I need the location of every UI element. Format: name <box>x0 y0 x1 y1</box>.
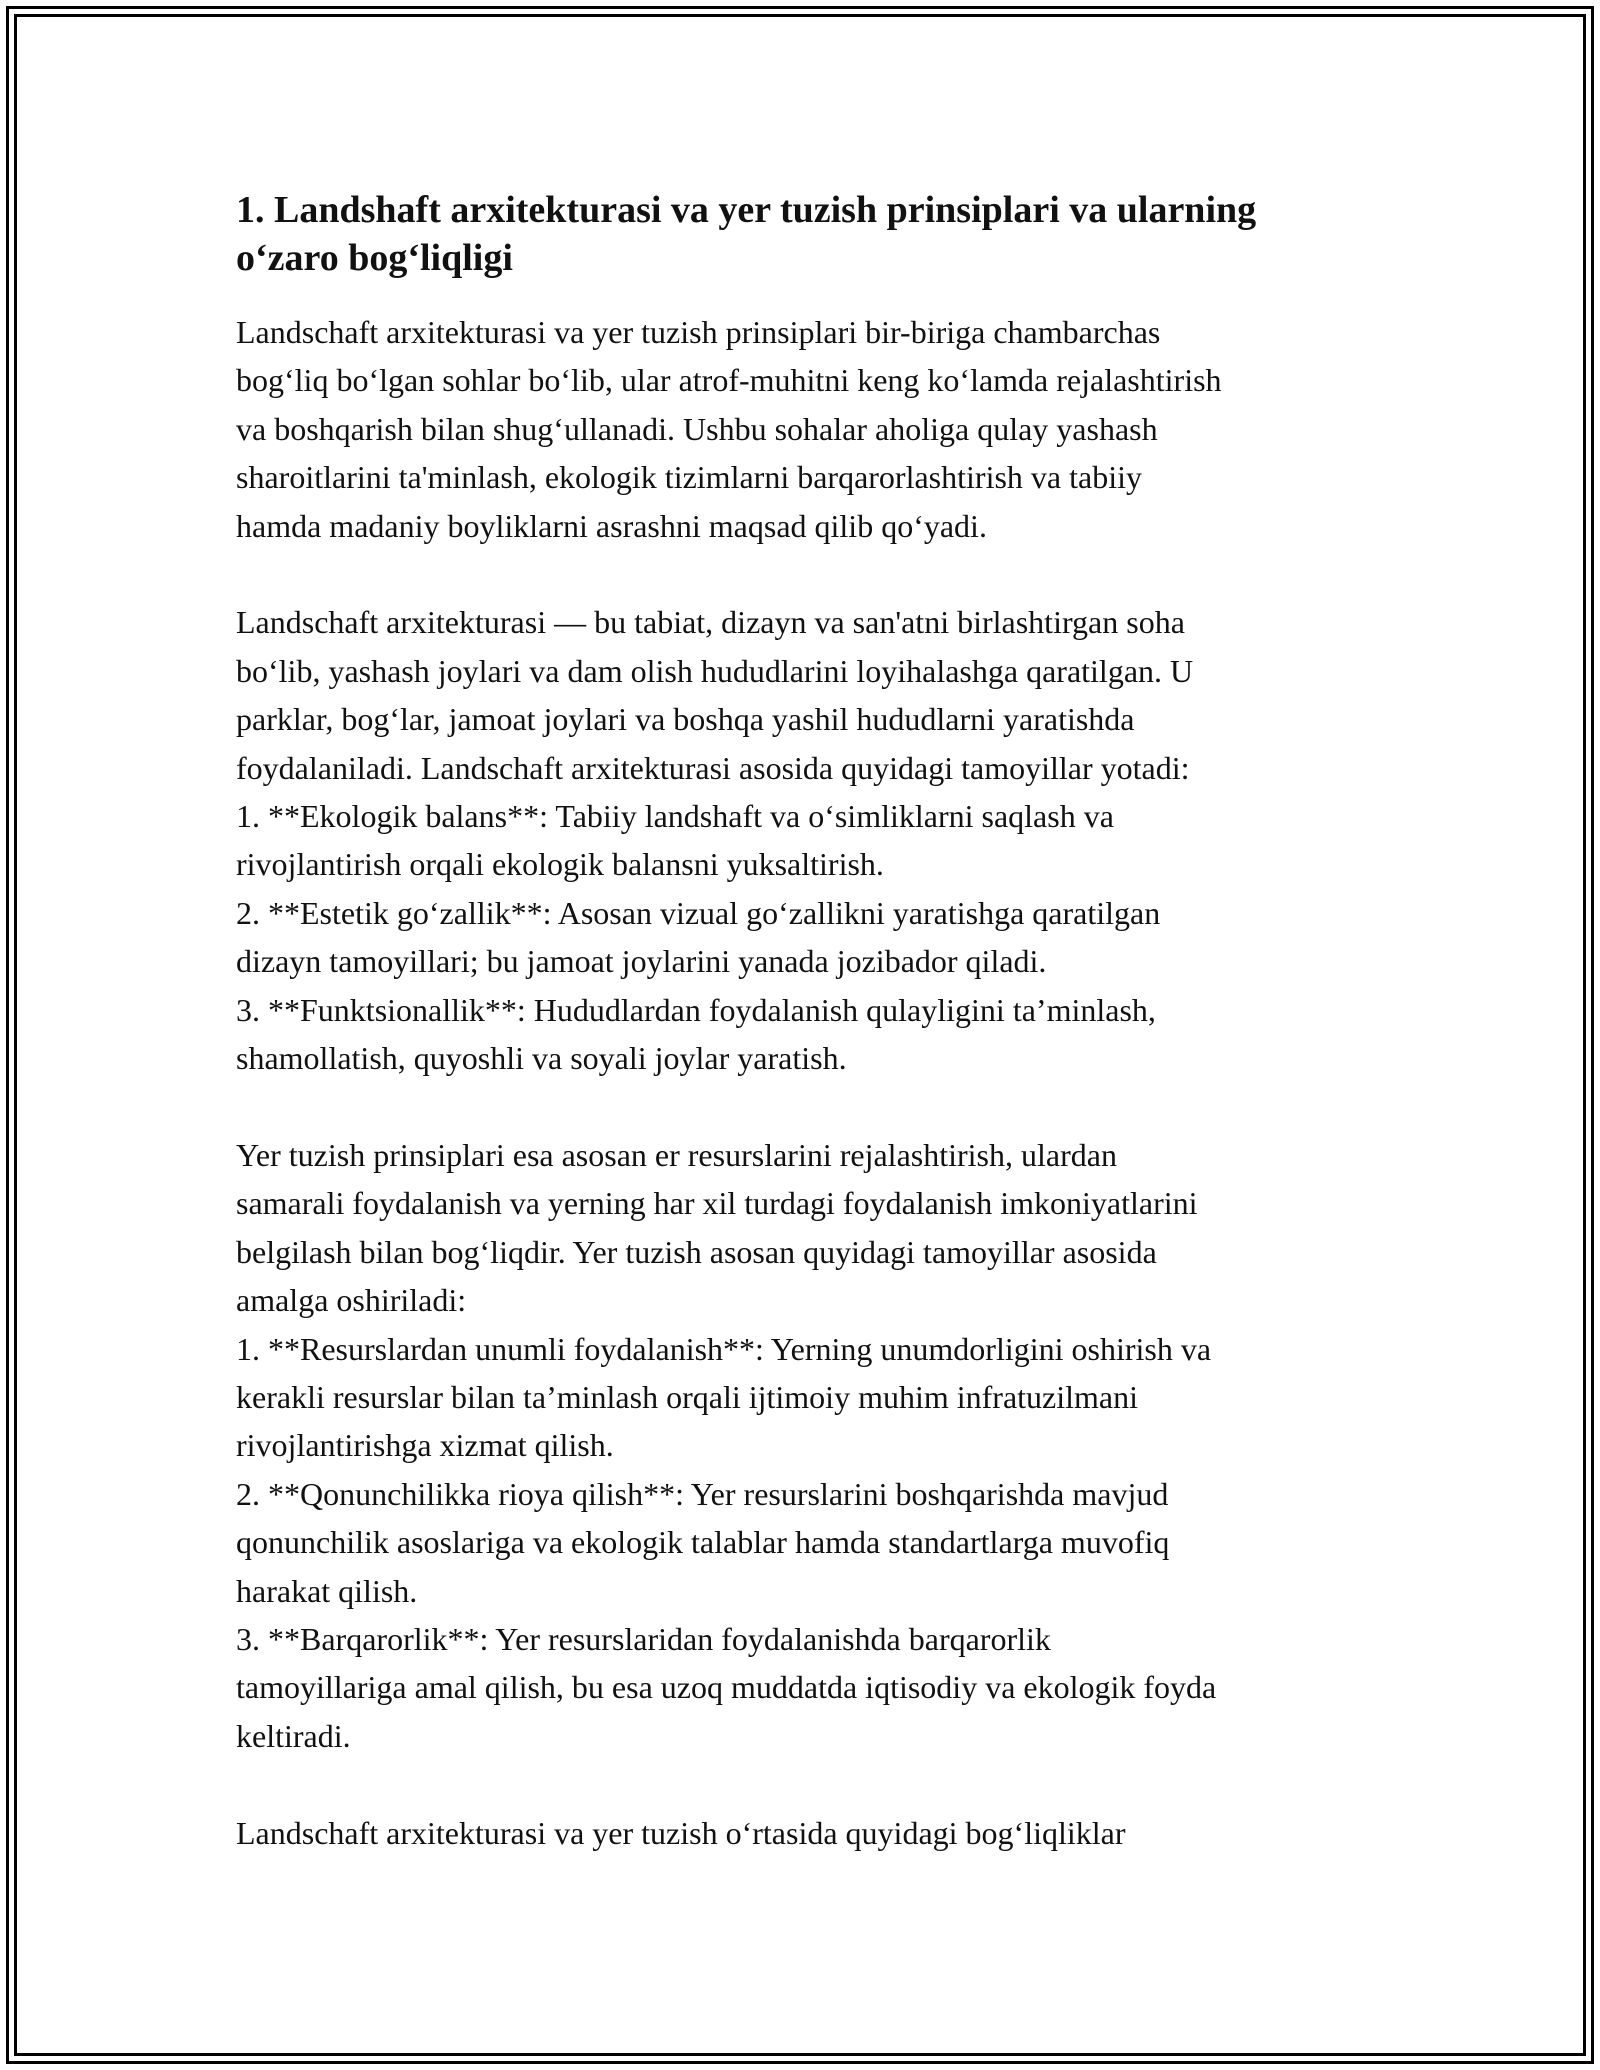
heading-line: o‘zaro bog‘liqligi <box>236 237 513 279</box>
text-line: Landschaft arxitekturasi — bu tabiat, dizayn va san'atni birlashtirgan soha <box>236 604 1185 641</box>
paragraph-gap <box>236 550 1372 598</box>
text-line: samarali foydalanish va yerning har xil turdagi foydalanish imkoniyatlarini <box>236 1185 1198 1222</box>
list-item-line: 1. **Resurslardan unumli foydalanish**: Yerning unumdorligini oshirish va <box>236 1330 1212 1367</box>
list-item-line: qonunchilik asoslariga va ekologik talablar hamda standartlarga muvofiq <box>236 1524 1170 1561</box>
text-line: Landschaft arxitekturasi va yer tuzish prinsiplari bir-biriga chambarchas <box>236 314 1161 350</box>
list-item-line: rivojlantirish orqali ekologik balansni yuksaltirish. <box>236 846 884 883</box>
text-line: parklar, bog‘lar, jamoat joylari va boshqa yashil hududlarni yaratishda <box>236 701 1135 738</box>
text-line: hamda madaniy boyliklarni asrashni maqsad qilib qo‘yadi. <box>236 507 987 544</box>
list-item-line: harakat qilish. <box>236 1572 418 1609</box>
heading-line: 1. Landshaft arxitekturasi va yer tuzish prinsiplari va ularning <box>236 189 1257 231</box>
text-line: bo‘lib, yashash joylari va dam olish hududlarini loyihalashga qaratilgan. U <box>236 652 1194 689</box>
paragraph-intro <box>236 308 1372 550</box>
paragraph-landscape-principles <box>236 598 1372 1082</box>
list-item-line: kerakli resurslar bilan ta’minlash orqali ijtimoiy muhim infratuzilmani <box>236 1378 1138 1415</box>
list-item-line: 1. **Ekologik balans**: Tabiiy landshaft va o‘simliklarni saqlash va <box>236 798 1114 835</box>
text-line: bog‘liq bo‘lgan sohlar bo‘lib, ular atrof-muhitni keng ko‘lamda rejalashtirish <box>236 362 1222 399</box>
text-line: foydalaniladi. Landschaft arxitekturasi asosida quyidagi tamoyillar yotadi: <box>236 749 1190 786</box>
text-line: Landschaft arxitekturasi va yer tuzish o‘rtasida quyidagi bog‘liqliklar <box>236 1814 1126 1851</box>
list-item-line: 2. **Qonunchilikka rioya qilish**: Yer resurslarini boshqarishda mavjud <box>236 1475 1169 1512</box>
list-item-line: tamoyillariga amal qilish, bu esa uzoq muddatda iqtisodiy va ekologik foyda <box>236 1669 1217 1706</box>
list-item-line: keltiradi. <box>236 1717 351 1754</box>
list-item-line: rivojlantirishga xizmat qilish. <box>236 1427 614 1464</box>
text-line: sharoitlarini ta'minlash, ekologik tizimlarni barqarorlashtirish va tabiiy <box>236 459 1142 496</box>
text-line: belgilash bilan bog‘liqdir. Yer tuzish asosan quyidagi tamoyillar asosida <box>236 1233 1157 1270</box>
text-line: va boshqarish bilan shug‘ullanadi. Ushbu sohalar aholiga qulay yashash <box>236 410 1158 447</box>
text-line: Yer tuzish prinsiplari esa asosan er resurslarini rejalashtirish, ulardan <box>236 1136 1117 1173</box>
list-item-line: 2. **Estetik go‘zallik**: Asosan vizual go‘zallikni yaratishga qaratilgan <box>236 894 1161 931</box>
paragraph-relationship <box>236 1809 1372 1857</box>
list-item-line: shamollatish, quyoshli va soyali joylar yaratish. <box>236 1040 847 1077</box>
list-item-line: 3. **Funktsionallik**: Hududlardan foydalanish qulayligini ta’minlash, <box>236 991 1156 1028</box>
document-body <box>236 186 1372 1857</box>
section-heading <box>236 186 1372 282</box>
list-item-line: dizayn tamoyillari; bu jamoat joylarini yanada jozibador qiladi. <box>236 943 1047 980</box>
list-item-line: 3. **Barqarorlik**: Yer resurslaridan foydalanishda barqarorlik <box>236 1620 1051 1657</box>
paragraph-gap <box>236 1082 1372 1130</box>
paragraph-land-management-principles <box>236 1131 1372 1760</box>
text-line: amalga oshiriladi: <box>236 1282 467 1319</box>
paragraph-gap <box>236 1760 1372 1808</box>
